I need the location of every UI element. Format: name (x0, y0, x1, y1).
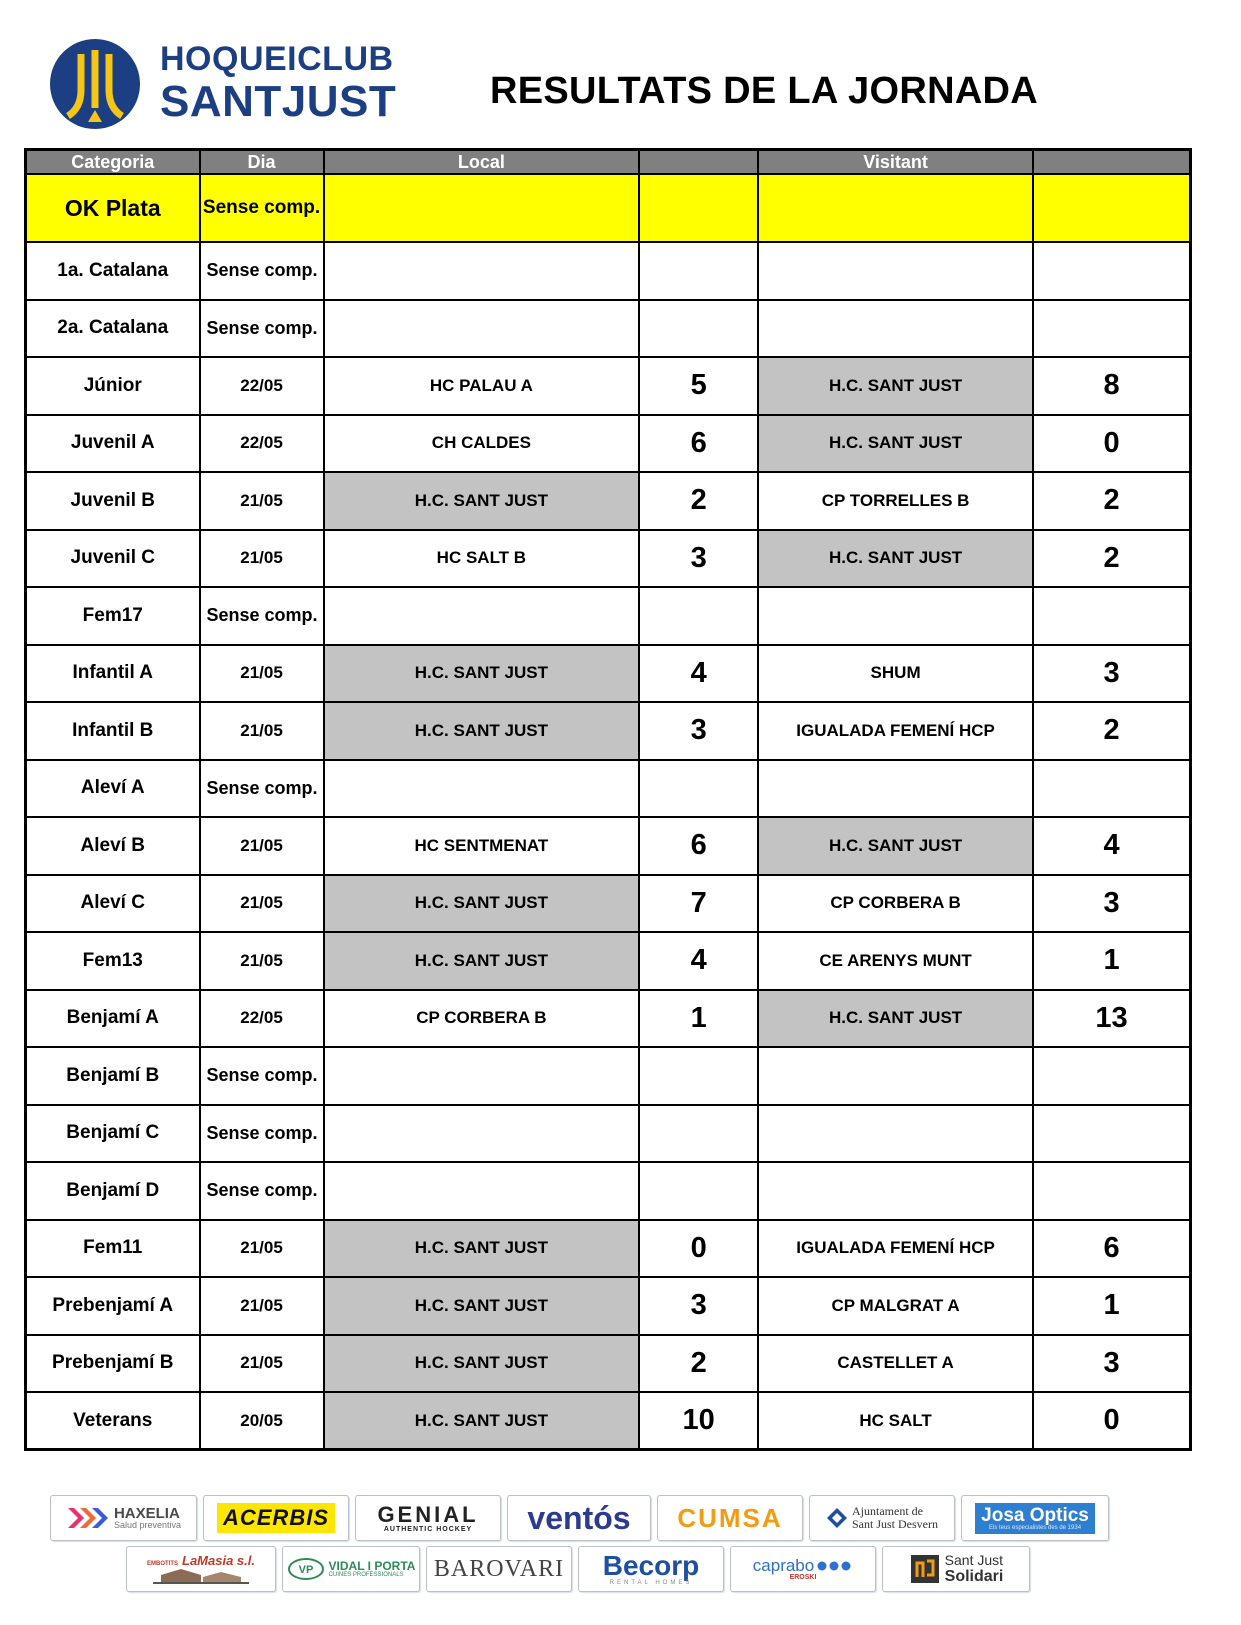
visitor-score-cell (1033, 242, 1190, 300)
local-team-cell: HC SALT B (324, 530, 640, 588)
visitor-team-cell (758, 174, 1033, 242)
local-team-cell: H.C. SANT JUST (324, 1392, 640, 1450)
local-score-cell (639, 174, 758, 242)
local-team-cell (324, 1105, 640, 1163)
sponsor-cumsa-name: CUMSA (677, 1502, 783, 1533)
table-row (26, 587, 1191, 645)
category-cell: 1a. Catalana (26, 242, 200, 300)
local-score-cell (639, 300, 758, 358)
date-cell: 22/05 (200, 357, 324, 415)
date-cell: Sense comp. (200, 242, 324, 300)
category-cell: Juvenil B (26, 472, 200, 530)
sponsor-becorp (578, 1546, 724, 1592)
sponsor-barovari (426, 1546, 572, 1592)
visitor-score-cell: 6 (1033, 1220, 1190, 1278)
local-team-cell: H.C. SANT JUST (324, 472, 640, 530)
visitor-score-cell: 2 (1033, 530, 1190, 588)
local-team-cell: H.C. SANT JUST (324, 932, 640, 990)
sponsor-josa-tagline: Els teus especialistes des de 1934 (988, 1524, 1082, 1531)
visitor-team-cell: H.C. SANT JUST (758, 415, 1033, 473)
table-row (26, 242, 1191, 300)
visitor-score-cell: 3 (1033, 1335, 1190, 1393)
local-score-cell: 7 (639, 875, 758, 933)
visitor-team-cell: HC SALT (758, 1392, 1033, 1450)
date-cell: 21/05 (200, 1220, 324, 1278)
local-team-cell: H.C. SANT JUST (324, 645, 640, 703)
visitor-team-cell: CASTELLET A (758, 1335, 1033, 1393)
visitor-score-cell: 1 (1033, 932, 1190, 990)
visitor-score-cell (1033, 1047, 1190, 1105)
local-score-cell: 3 (639, 702, 758, 760)
sponsor-becorp-name: Becorp (602, 1550, 700, 1581)
sponsor-josa-optics (961, 1495, 1109, 1541)
category-cell: Benjamí C (26, 1105, 200, 1163)
table-row (26, 1392, 1191, 1450)
sponsor-cumsa (657, 1495, 803, 1541)
visitor-score-cell (1033, 760, 1190, 818)
column-header-local: Local (324, 150, 640, 175)
sponsor-sant-just-solidari (882, 1546, 1030, 1592)
category-cell: Benjamí D (26, 1162, 200, 1220)
table-row (26, 702, 1191, 760)
date-cell: Sense comp. (200, 174, 324, 242)
visitor-score-cell (1033, 1105, 1190, 1163)
date-cell: 21/05 (200, 472, 324, 530)
date-cell: Sense comp. (200, 1162, 324, 1220)
date-cell: 21/05 (200, 530, 324, 588)
local-score-cell: 3 (639, 1277, 758, 1335)
sponsor-ajuntament-line2: Sant Just Desvern (852, 1517, 938, 1531)
local-score-cell: 5 (639, 357, 758, 415)
category-cell: Juvenil A (26, 415, 200, 473)
visitor-score-cell: 0 (1033, 1392, 1190, 1450)
visitor-team-cell: IGUALADA FEMENÍ HCP (758, 702, 1033, 760)
sponsor-haxelia-tagline: Salud preventiva (113, 1520, 182, 1530)
visitor-team-cell: H.C. SANT JUST (758, 990, 1033, 1048)
local-team-cell: H.C. SANT JUST (324, 702, 640, 760)
date-cell: Sense comp. (200, 760, 324, 818)
results-body (26, 174, 1191, 1450)
sponsor-vidal-tagline: CUINES PROFESSIONALS (328, 1572, 404, 1578)
column-header-local-score (639, 150, 758, 175)
category-cell: OK Plata (26, 174, 200, 242)
visitor-score-cell: 8 (1033, 357, 1190, 415)
haxelia-chevrons-icon (66, 1505, 110, 1531)
column-header-visitor-score (1033, 150, 1190, 175)
date-cell: 21/05 (200, 1335, 324, 1393)
sponsor-barovari-name: BAROVARI (433, 1555, 565, 1582)
local-score-cell: 6 (639, 415, 758, 473)
visitor-team-cell (758, 587, 1033, 645)
table-row (26, 1335, 1191, 1393)
local-score-cell (639, 1105, 758, 1163)
local-team-cell: CH CALDES (324, 415, 640, 473)
svg-text:VP: VP (298, 1564, 313, 1576)
local-score-cell: 3 (639, 530, 758, 588)
category-cell: Fem11 (26, 1220, 200, 1278)
visitor-score-cell: 2 (1033, 472, 1190, 530)
local-team-cell: CP CORBERA B (324, 990, 640, 1048)
visitor-score-cell (1033, 587, 1190, 645)
visitor-score-cell: 13 (1033, 990, 1190, 1048)
visitor-score-cell: 3 (1033, 645, 1190, 703)
date-cell: 21/05 (200, 817, 324, 875)
table-row (26, 760, 1191, 818)
visitor-score-cell: 3 (1033, 875, 1190, 933)
table-row (26, 932, 1191, 990)
visitor-team-cell: CP TORRELLES B (758, 472, 1033, 530)
visitor-score-cell (1033, 300, 1190, 358)
date-cell: 22/05 (200, 990, 324, 1048)
category-cell: Prebenjamí B (26, 1335, 200, 1393)
category-cell: Aleví A (26, 760, 200, 818)
visitor-score-cell (1033, 174, 1190, 242)
sponsor-becorp-tagline: RENTAL HOMES (609, 1580, 693, 1586)
visitor-team-cell (758, 242, 1033, 300)
local-team-cell (324, 1162, 640, 1220)
visitor-team-cell (758, 1105, 1033, 1163)
local-team-cell (324, 587, 640, 645)
visitor-team-cell (758, 1162, 1033, 1220)
local-team-cell: H.C. SANT JUST (324, 1335, 640, 1393)
sponsor-acerbis (203, 1495, 349, 1541)
date-cell: 21/05 (200, 645, 324, 703)
local-team-cell: HC SENTMENAT (324, 817, 640, 875)
sponsor-caprabo-name: caprabo (752, 1556, 815, 1575)
local-score-cell: 10 (639, 1392, 758, 1450)
table-row (26, 645, 1191, 703)
local-score-cell: 6 (639, 817, 758, 875)
local-team-cell: HC PALAU A (324, 357, 640, 415)
category-cell: Infantil A (26, 645, 200, 703)
local-score-cell (639, 1162, 758, 1220)
local-score-cell: 2 (639, 1335, 758, 1393)
visitor-score-cell: 4 (1033, 817, 1190, 875)
sponsor-genial-tagline: AUTHENTIC HOCKEY (383, 1525, 473, 1533)
table-row (26, 300, 1191, 358)
table-row (26, 1220, 1191, 1278)
category-cell: Aleví B (26, 817, 200, 875)
visitor-score-cell: 1 (1033, 1277, 1190, 1335)
table-row (26, 174, 1191, 242)
date-cell: 21/05 (200, 875, 324, 933)
category-cell: Fem17 (26, 587, 200, 645)
local-team-cell (324, 760, 640, 818)
table-row (26, 817, 1191, 875)
sponsor-ajuntament-line1: Ajuntament de (852, 1504, 923, 1519)
ajuntament-emblem-icon (826, 1507, 848, 1529)
visitor-team-cell (758, 1047, 1033, 1105)
table-row (26, 1047, 1191, 1105)
date-cell: Sense comp. (200, 587, 324, 645)
sponsor-lamasia-tagline: EMBOTITS (147, 1560, 178, 1567)
local-score-cell: 4 (639, 645, 758, 703)
sponsor-solidari-line1: Sant Just (944, 1551, 1004, 1568)
local-score-cell: 1 (639, 990, 758, 1048)
vp-oval-icon (287, 1557, 325, 1581)
table-row (26, 1105, 1191, 1163)
visitor-team-cell: H.C. SANT JUST (758, 817, 1033, 875)
category-cell: 2a. Catalana (26, 300, 200, 358)
column-header-dia: Dia (200, 150, 324, 175)
table-row (26, 530, 1191, 588)
category-cell: Benjamí A (26, 990, 200, 1048)
table-row (26, 357, 1191, 415)
date-cell: 22/05 (200, 415, 324, 473)
sponsor-haxelia (50, 1495, 197, 1541)
sponsor-lamasia-name: LaMasia s.l. (182, 1552, 255, 1568)
sponsor-haxelia-name: HAXELIA (113, 1505, 180, 1522)
sponsor-genial-name: GENIAL (377, 1501, 479, 1527)
visitor-team-cell: SHUM (758, 645, 1033, 703)
results-table (24, 148, 1192, 1451)
category-cell: Fem13 (26, 932, 200, 990)
local-team-cell: H.C. SANT JUST (324, 875, 640, 933)
category-cell: Infantil B (26, 702, 200, 760)
date-cell: 21/05 (200, 702, 324, 760)
visitor-score-cell (1033, 1162, 1190, 1220)
local-team-cell (324, 300, 640, 358)
visitor-score-cell: 2 (1033, 702, 1190, 760)
visitor-score-cell: 0 (1033, 415, 1190, 473)
visitor-team-cell: H.C. SANT JUST (758, 357, 1033, 415)
column-header-categoria: Categoria (26, 150, 200, 175)
local-score-cell: 2 (639, 472, 758, 530)
column-header-visitant: Visitant (758, 150, 1033, 175)
visitor-team-cell (758, 300, 1033, 358)
table-row (26, 875, 1191, 933)
club-name-line2: SANTJUST (160, 77, 397, 126)
visitor-team-cell: H.C. SANT JUST (758, 530, 1033, 588)
sponsor-solidari-line2: Solidari (944, 1567, 1004, 1585)
visitor-team-cell: IGUALADA FEMENÍ HCP (758, 1220, 1033, 1278)
date-cell: 21/05 (200, 932, 324, 990)
visitor-team-cell: CE ARENYS MUNT (758, 932, 1033, 990)
table-row (26, 1162, 1191, 1220)
sponsor-lamasia (126, 1546, 276, 1592)
page-title: RESULTATS DE LA JORNADA (490, 70, 1039, 112)
club-crest-icon (48, 38, 142, 130)
sponsor-ventos (507, 1495, 651, 1541)
local-score-cell (639, 242, 758, 300)
local-score-cell: 4 (639, 932, 758, 990)
local-team-cell (324, 174, 640, 242)
club-name-line1: HOQUEICLUB (160, 40, 394, 78)
local-score-cell: 0 (639, 1220, 758, 1278)
local-team-cell (324, 1047, 640, 1105)
local-team-cell (324, 242, 640, 300)
date-cell: 21/05 (200, 1277, 324, 1335)
sponsor-caprabo-tagline: EROSKI (789, 1574, 817, 1581)
sponsor-genial (355, 1495, 501, 1541)
category-cell: Júnior (26, 357, 200, 415)
table-row (26, 1277, 1191, 1335)
table-row (26, 990, 1191, 1048)
local-score-cell (639, 587, 758, 645)
table-row (26, 472, 1191, 530)
solidari-emblem-icon (909, 1553, 941, 1585)
category-cell: Juvenil C (26, 530, 200, 588)
date-cell: Sense comp. (200, 300, 324, 358)
local-team-cell: H.C. SANT JUST (324, 1220, 640, 1278)
lamasia-farmhouse-icon (151, 1567, 251, 1585)
sponsor-acerbis-name: ACERBIS (217, 1503, 335, 1533)
sponsor-caprabo (730, 1546, 876, 1592)
sponsor-josa-name: Josa Optics (981, 1504, 1089, 1526)
local-score-cell (639, 760, 758, 818)
visitor-team-cell: CP CORBERA B (758, 875, 1033, 933)
category-cell: Prebenjamí A (26, 1277, 200, 1335)
sponsor-ventos-name: ventós (527, 1499, 631, 1536)
local-team-cell: H.C. SANT JUST (324, 1277, 640, 1335)
club-name (160, 42, 396, 124)
local-score-cell (639, 1047, 758, 1105)
table-header-row (26, 150, 1191, 175)
date-cell: 20/05 (200, 1392, 324, 1450)
sponsor-vidal-name: VIDAL I PORTA (328, 1559, 416, 1573)
club-logo (48, 36, 418, 132)
table-row (26, 415, 1191, 473)
date-cell: Sense comp. (200, 1105, 324, 1163)
sponsor-ajuntament (809, 1495, 955, 1541)
visitor-team-cell (758, 760, 1033, 818)
caprabo-dots-icon (817, 1561, 853, 1571)
sponsor-vidal-i-porta (282, 1546, 420, 1592)
category-cell: Veterans (26, 1392, 200, 1450)
category-cell: Benjamí B (26, 1047, 200, 1105)
category-cell: Aleví C (26, 875, 200, 933)
visitor-team-cell: CP MALGRAT A (758, 1277, 1033, 1335)
date-cell: Sense comp. (200, 1047, 324, 1105)
